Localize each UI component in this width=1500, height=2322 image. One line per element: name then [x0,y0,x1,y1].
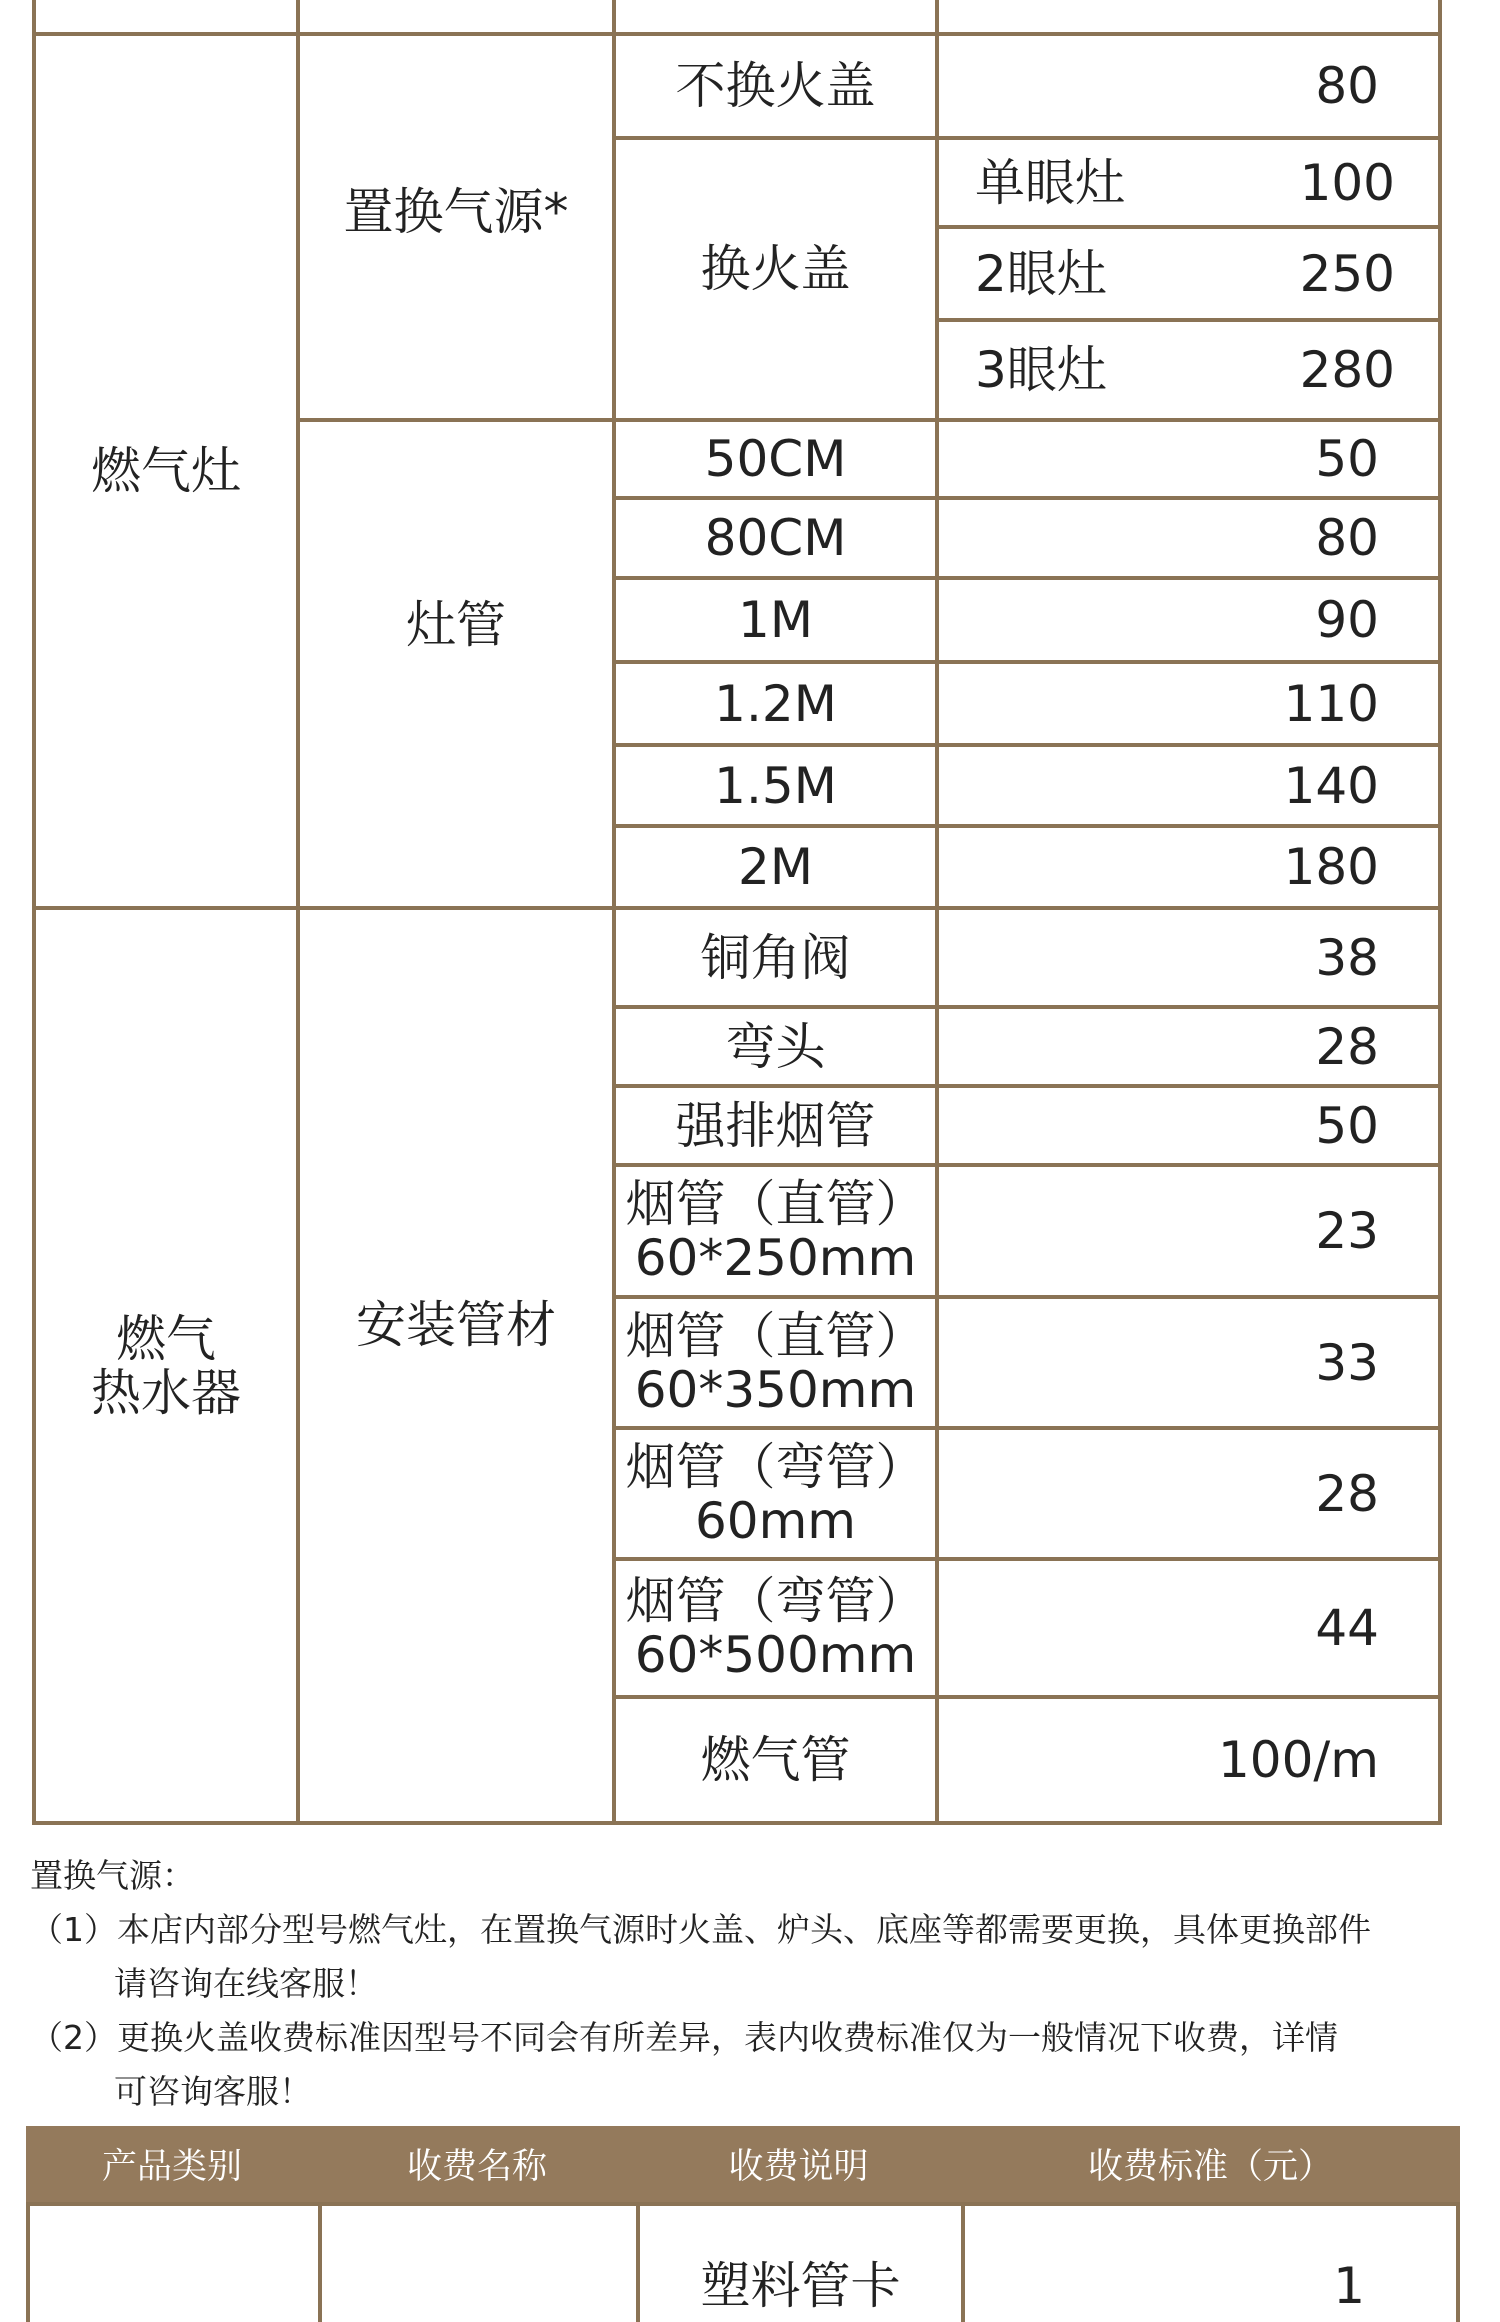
pipe-price: 90 [1315,591,1379,649]
type-triple-burner: 3眼灶 [975,341,1107,399]
table-border-bottom [32,1821,1442,1825]
table2-desc-plastic-clip: 塑料管卡 [700,2257,901,2315]
heater-item-desc [616,1561,935,1695]
heater-item-desc [616,1430,935,1557]
notes-title: 置换气源： [30,1856,195,1895]
heater-item-price: 44 [1315,1599,1379,1657]
category-stove: 燃气灶 [91,442,241,500]
pipe-spec: 1.5M [714,756,837,815]
heater-item-price: 28 [1315,1017,1379,1076]
heater-item-desc: 强排烟管 [675,1096,876,1155]
heater-item-desc-line2: 60*350mm [634,1360,917,1419]
price-single-burner: 100 [1299,153,1395,212]
heater-item-desc: 燃气管 [700,1731,851,1789]
type-double-burner: 2眼灶 [975,244,1107,303]
pipe-price: 50 [1315,430,1379,488]
price-no-cover: 80 [1315,57,1379,115]
table-border-right [1438,0,1442,1825]
table2-price-plastic-clip: 1 [1333,2257,1365,2315]
price-triple-burner: 280 [1299,341,1395,399]
pipe-price: 110 [1283,674,1379,733]
pipe-price: 140 [1283,756,1379,815]
heater-item-desc-line1: 烟管（弯管） [625,1437,926,1496]
heater-item-price: 38 [1315,928,1379,987]
note-1-line-1: （1）本店内部分型号燃气灶，在置换气源时火盖、炉头、底座等都需要更换，具体更换部件 [30,1910,1371,1949]
table2-column-divider [318,2202,322,2322]
heater-item-price: 100/m [1218,1731,1379,1789]
header-fee-description: 收费说明 [728,2147,869,2187]
header-fee-standard: 收费标准（元） [1087,2147,1333,2187]
heater-item-desc-line2: 60*250mm [634,1229,917,1287]
type-single-burner: 单眼灶 [975,153,1125,212]
item-install-pipes: 安装管材 [356,1296,556,1354]
pipe-spec: 1M [738,591,813,649]
heater-item-desc: 铜角阀 [700,928,851,987]
category-water-heater-line2: 热水器 [91,1363,241,1422]
notes-section [30,1850,1470,2110]
table2-border-right [1456,2202,1460,2322]
heater-item-price: 33 [1315,1333,1379,1392]
pipe-spec: 2M [738,838,813,896]
item-stove-pipe: 灶管 [406,595,506,654]
pipe-price: 180 [1283,838,1379,896]
heater-item-desc-line2: 60*500mm [634,1626,917,1684]
heater-item-desc [616,1299,935,1426]
table2-row-top [26,2202,1460,2206]
heater-item-desc: 弯头 [725,1017,826,1076]
item-replace-source: 置换气源* [343,183,569,241]
heater-item-desc [616,1167,935,1295]
table2-border-left [26,2202,30,2322]
heater-item-desc-line2: 60mm [694,1491,857,1550]
heater-item-desc-line1: 烟管（直管） [625,1175,926,1233]
category-water-heater [36,910,296,1821]
desc-with-cover: 换火盖 [700,240,851,298]
pipe-spec: 50CM [704,430,847,488]
pipe-spec: 80CM [704,509,847,567]
heater-item-desc-line1: 烟管（弯管） [625,1572,926,1630]
heater-item-desc-line1: 烟管（直管） [625,1306,926,1365]
note-1-line-2: 请咨询在线客服！ [114,1964,378,2003]
category-water-heater-line1: 燃气 [116,1309,216,1368]
heater-item-price: 50 [1315,1096,1379,1155]
note-2-line-1: （2）更换火盖收费标准因型号不同会有所差异，表内收费标准仅为一般情况下收费，详情 [30,2018,1338,2057]
pipe-spec: 1.2M [714,674,837,733]
pipe-price: 80 [1315,509,1379,567]
header-fee-name: 收费名称 [406,2147,547,2187]
price-double-burner: 250 [1299,244,1395,303]
header-product-category: 产品类别 [101,2147,242,2187]
heater-item-price: 28 [1315,1464,1379,1523]
heater-item-price: 23 [1315,1202,1379,1260]
note-2-line-2: 可咨询客服！ [114,2072,312,2111]
desc-no-cover: 不换火盖 [675,57,876,115]
